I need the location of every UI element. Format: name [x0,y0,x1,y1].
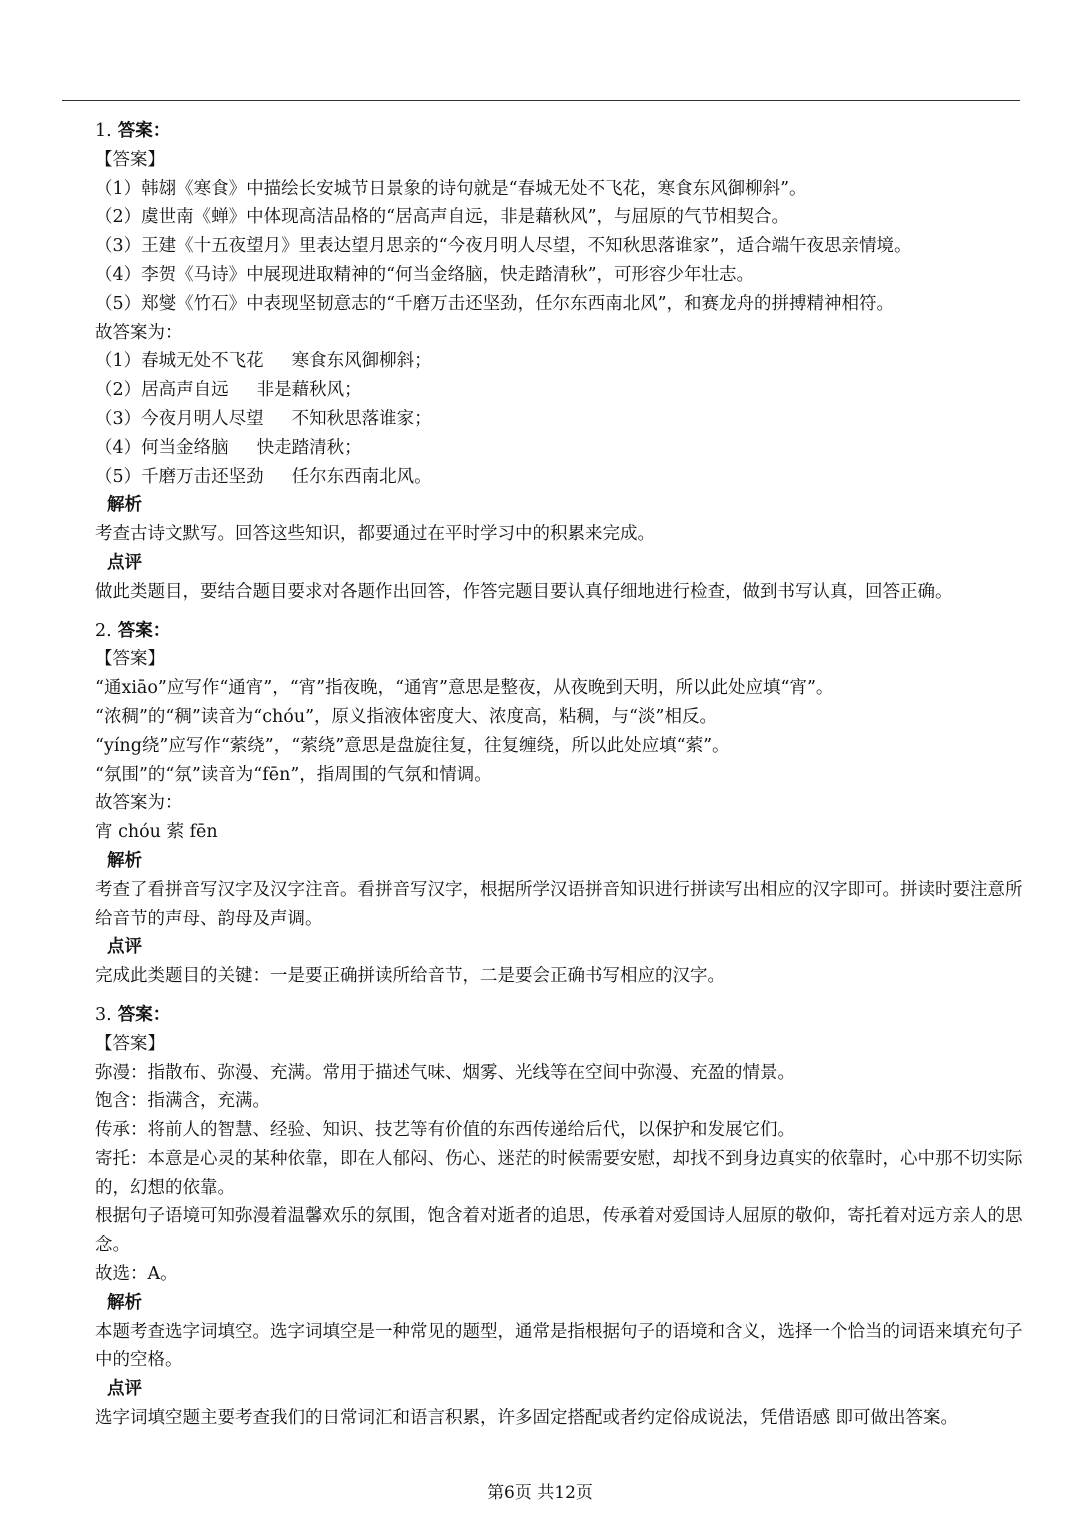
question-number: 2. [95,620,112,641]
answer-part: 任尔东西南北风。 [291,466,432,487]
answer-part: （3）今夜月明人尽望 [95,408,264,429]
final-answer [95,463,1030,492]
answer-line: （4）李贺《马诗》中展现进取精神的“何当金络脑，快走踏清秋”，可形容少年壮志。 [95,264,755,285]
answer-tag: 【答案】 [95,1033,165,1054]
page-footer: 第6页 共12页 [487,1483,593,1503]
answer-line: 传承：将前人的智慧、经验、知识、技艺等有价值的东西传递给后代，以保护和发展它们。 [95,1120,795,1141]
so-label: 故答案为： [95,322,183,343]
answer-line: 饱含：指满含，充满。 [95,1091,270,1112]
analysis-title: 解析 [107,1292,142,1313]
final-answer: 宵 chóu 萦 fēn [95,822,218,843]
answer-line: “yíng绕”应写作“萦绕”，“萦绕”意思是盘旋往复，往复缠绕，所以此处应填“萦”。 [95,735,730,756]
comment-text: 完成此类题目的关键：一是要正确拼读所给音节，二是要会正确书写相应的汉字。 [95,966,725,987]
answer-paragraph: 寄托：本意是心灵的某种依靠，即在人郁闷、伤心、迷茫的时候需要安慰，却找不到身边真实的依靠时，心中那不切实际的，幻想的依靠。 [95,1148,1023,1198]
question-header [95,117,1030,146]
answer-part: 寒食东风御柳斜； [291,351,432,372]
so-label: 故答案为： [95,793,183,814]
question-header [95,1001,1030,1030]
answer-label: 答案： [117,620,171,641]
answer-tag: 【答案】 [95,649,165,670]
header-rule [62,100,1020,101]
answer-part: （4）何当金络脑 [95,437,229,458]
final-answer [95,347,1030,376]
answer-line: “氛围”的“氛”读音为“fēn”，指周围的气氛和情调。 [95,764,492,785]
answer-line: （5）郑燮《竹石》中表现坚韧意志的“千磨万击还坚劲，任尔东西南北风”，和赛龙舟的拼搏精神相符。 [95,293,895,314]
spacer [95,607,1030,617]
question-number: 3. [95,1004,112,1025]
answer-part: （1）春城无处不飞花 [95,351,264,372]
comment-title: 点评 [107,937,142,958]
answer-line: （1）韩翃《寒食》中描绘长安城节日景象的诗句就是“春城无处不飞花，寒食东风御柳斜”。 [95,178,807,199]
answer-paragraph: 根据句子语境可知弥漫着温馨欢乐的氛围，饱含着对逝者的追思，传承着对爱国诗人屈原的敬仰，寄托着对远方亲人的思念。 [95,1206,1023,1256]
analysis-title: 解析 [107,495,142,516]
comment-title: 点评 [107,552,142,573]
analysis-text: 考查了看拼音写汉字及汉字注音。看拼音写汉字，根据所学汉语拼音知识进行拼读写出相应的汉字即可。拼读时要注意所给音节的声母、韵母及声调。 [95,879,1023,929]
analysis-text: 考查古诗文默写。回答这些知识，都要通过在平时学习中的积累来完成。 [95,524,655,545]
answer-part: 非是藉秋风； [256,380,362,401]
answer-label: 答案： [117,121,171,141]
comment-title: 点评 [107,1379,142,1400]
comment-text: 选字词填空题主要考查我们的日常词汇和语言积累，许多固定搭配或者约定俗成说法，凭借语感 即可做出答案。 [95,1408,959,1429]
comment-text: 做此类题目，要结合题目要求对各题作出回答，作答完题目要认真仔细地进行检查，做到书写认真，回答正确。 [95,581,953,602]
analysis-title: 解析 [107,850,142,871]
answer-label: 答案： [117,1004,171,1025]
answer-line: （2）虞世南《蝉》中体现高洁品格的“居高声自远，非是藉秋风”，与屈原的气节相契合。 [95,207,790,228]
final-answer [95,376,1030,405]
question-number: 1. [95,121,112,141]
content [95,117,1030,1433]
answer-line: （3）王建《十五夜望月》里表达望月思亲的“今夜月明人尽望，不知秋思落谁家”，适合端午夜思亲情境。 [95,236,912,257]
question-2 [95,617,1030,991]
analysis-text: 本题考查选字词填空。选字词填空是一种常见的题型，通常是指根据句子的语境和含义，选择一个恰当的词语来填充句子中的空格。 [95,1321,1023,1371]
answer-line: 弥漫：指散布、弥漫、充满。常用于描述气味、烟雾、光线等在空间中弥漫、充盈的情景。 [95,1062,795,1083]
final-answer [95,405,1030,434]
spacer [95,991,1030,1001]
question-header [95,617,1030,646]
answer-part: 快走踏清秋； [256,437,362,458]
final-answer [95,434,1030,463]
answer-line: “浓稠”的“稠”读音为“chóu”，原义指液体密度大、浓度高，粘稠，与“淡”相反。 [95,706,717,727]
answer-line: “通xiāo”应写作“通宵”，“宵”指夜晚，“通宵”意思是整夜，从夜晚到天明，所以此处应填“宵”。 [95,678,834,699]
answer-part: （5）千磨万击还坚劲 [95,466,264,487]
answer-part: （2）居高声自远 [95,380,229,401]
answer-part: 不知秋思落谁家； [291,408,432,429]
question-1 [95,117,1030,607]
question-3 [95,1001,1030,1433]
answer-tag: 【答案】 [95,149,165,170]
final-answer: 故选：A。 [95,1264,178,1285]
